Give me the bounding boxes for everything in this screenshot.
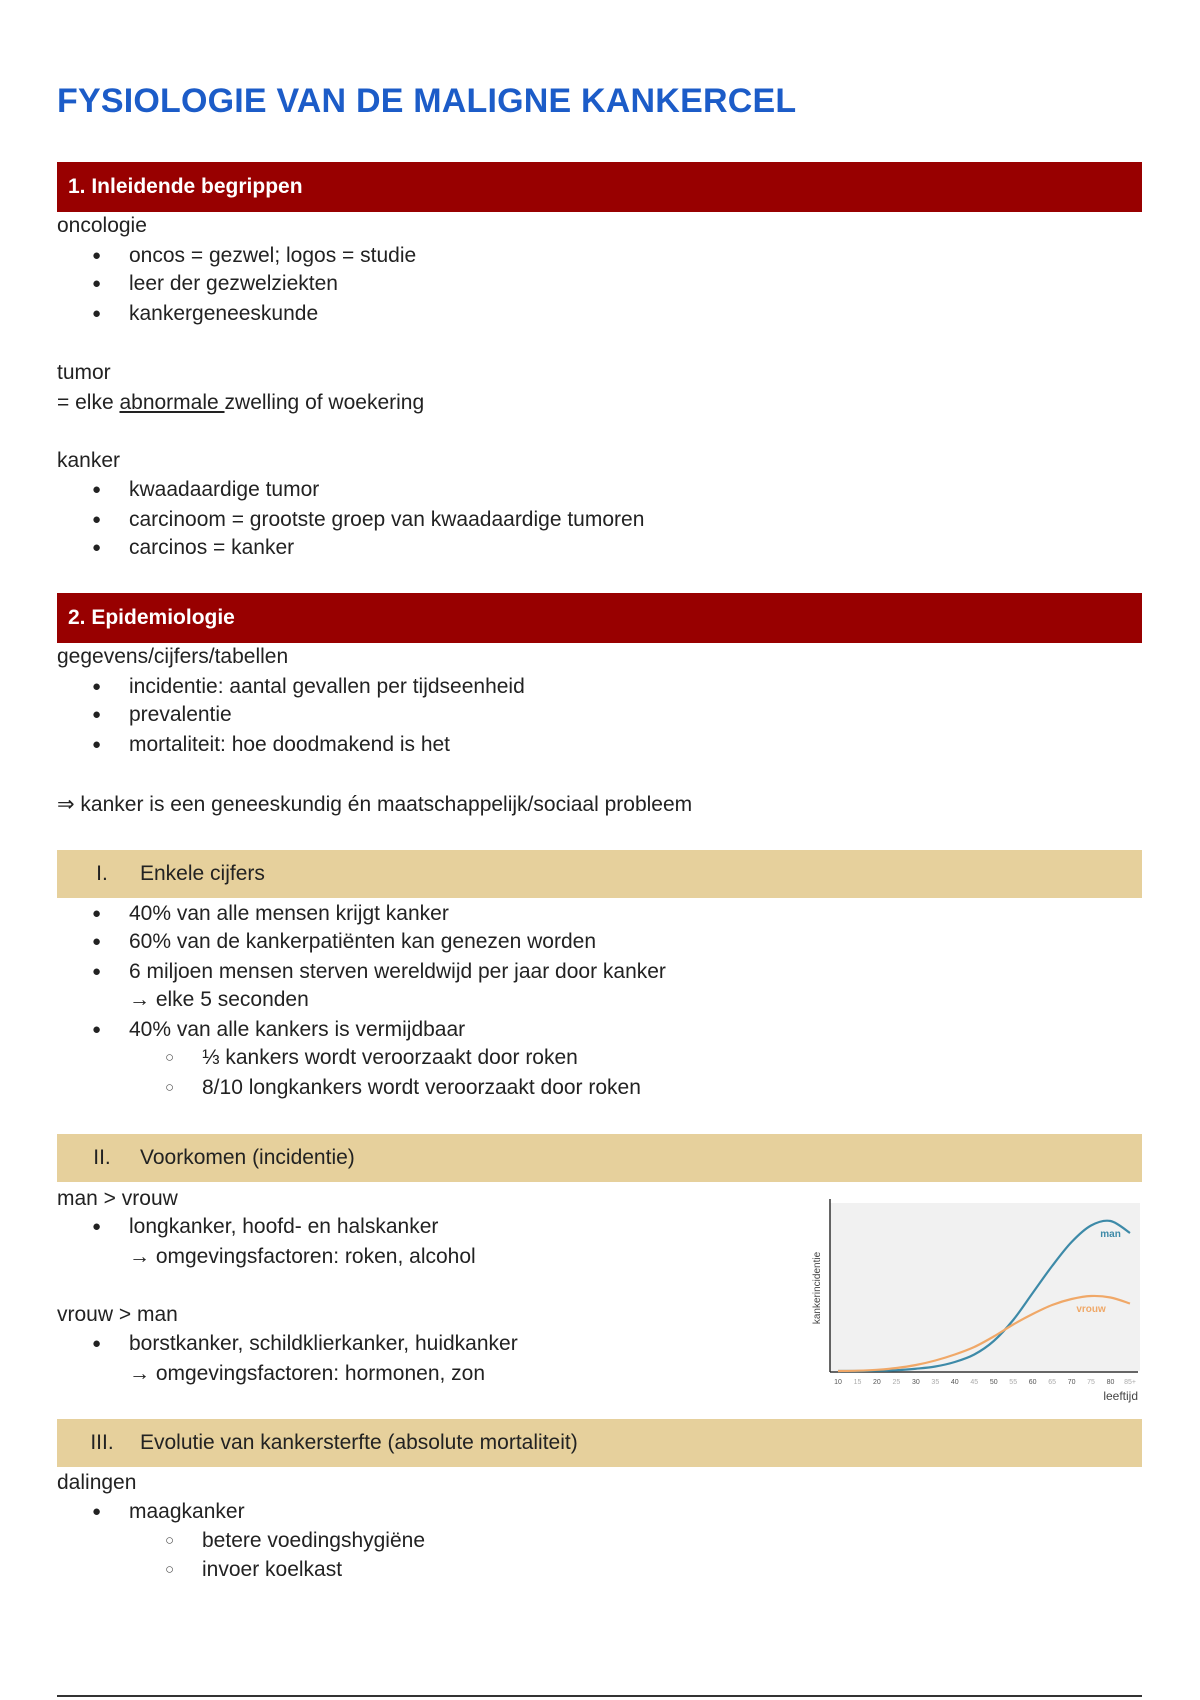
term-dalingen: dalingen — [57, 1471, 137, 1494]
tumor-definition: = elke abnormale zwelling of woekering — [57, 391, 425, 414]
x-tick-label: 50 — [989, 1379, 998, 1386]
x-tick-label: 15 — [853, 1379, 862, 1386]
y-axis-label: kankerincidentie — [812, 1251, 823, 1325]
x-tick-label: 70 — [1067, 1379, 1076, 1386]
x-tick-label: 80 — [1106, 1379, 1115, 1386]
conclusion: ⇒ kanker is een geneeskundig én maatschappelijk/sociaal probleem — [57, 793, 693, 816]
page-divider — [57, 1695, 1142, 1697]
x-tick-label: 60 — [1028, 1379, 1037, 1386]
subsection-header-evolutie: III. Evolutie van kankersterfte (absolute mortaliteit) — [57, 1419, 1142, 1467]
vrouw-gt-man: vrouw > man — [57, 1303, 178, 1326]
x-tick-label: 85+ — [1124, 1379, 1136, 1386]
x-tick-label: 10 — [834, 1379, 842, 1386]
x-tick-label: 75 — [1087, 1379, 1095, 1386]
subsection-header-enkele-cijfers: I. Enkele cijfers — [57, 850, 1142, 898]
term-tumor: tumor — [57, 361, 111, 384]
man-gt-vrouw: man > vrouw — [57, 1187, 178, 1210]
x-axis-label: leeftijd — [1103, 1389, 1138, 1403]
arrow-note: → omgevingsfactoren: hormonen, zon — [129, 1362, 486, 1385]
series-label-vrouw: vrouw — [1076, 1304, 1106, 1315]
term-gegevens: gegevens/cijfers/tabellen — [57, 645, 289, 668]
page-title: FYSIOLOGIE VAN DE MALIGNE KANKERCEL — [57, 82, 797, 120]
subsection-header-voorkomen: II. Voorkomen (incidentie) — [57, 1134, 1142, 1182]
term-kanker: kanker — [57, 449, 121, 472]
chart-plot-area — [830, 1203, 1140, 1371]
x-tick-label: 35 — [931, 1379, 940, 1386]
x-tick-label: 45 — [970, 1379, 979, 1386]
arrow-note: → elke 5 seconden — [129, 988, 309, 1011]
x-tick-label: 25 — [892, 1379, 901, 1386]
series-label-man: man — [1100, 1229, 1121, 1240]
x-tick-label: 40 — [950, 1379, 959, 1386]
x-tick-label: 20 — [873, 1379, 881, 1386]
incidence-chart — [808, 1196, 1142, 1404]
x-tick-label: 30 — [911, 1379, 920, 1386]
section-header-inleidende-begrippen: 1. Inleidende begrippen — [57, 162, 1142, 212]
arrow-note: → omgevingsfactoren: roken, alcohol — [129, 1245, 476, 1268]
document-page: FYSIOLOGIE VAN DE MALIGNE KANKERCEL 1. Inleidende begrippen oncologie oncos = gezwel; logos = studie leer der gezwelziekten kankergeneeskunde tumor = elke abnormale zwelling of woekering kanker kwaadaardige tumor carcinoom = grootste groep van kwaadaardige tumoren carcinos = kanker 2. Epidemiologie gegevens/cijfers/tabellen incidentie: aantal gevallen per tijdseenheid prevalentie mortaliteit: hoe doodmakend is het ⇒ kanker is een geneeskundig én maatschappelijk/sociaal probleem I. Enkele cijfers 40% van alle mensen krijgt kanker 60% van de kankerpatiënten kan genezen worden 6 miljoen mensen sterven wereldwijd per jaar door kanker → elke 5 seconden 40% van alle kankers is vermijdbaar ⅓ kankers wordt veroorzaakt door roken 8/10 longkankers wordt veroorzaakt door roken II. Voorkomen (incidentie) man > vrouw longkanker, hoofd- en halskanker → omgevingsfactoren: roken, alcohol vrouw > man borstkanker, schildklierkanker, huidkanker → omgevingsfactoren: hormonen, zon kankerincidentie leeftijd 10 15 20 25 30 35 40 45 50 55 60 65 70 75 80 85+ man vrouw III. Evolutie van kankersterfte (absolute mortaliteit) dalingen maagkanker betere voedingshygiëne invoer koelkast — [0, 0, 1200, 1700]
section-header-epidemiologie: 2. Epidemiologie — [57, 593, 1142, 643]
x-tick-label: 65 — [1048, 1379, 1057, 1386]
term-oncologie: oncologie — [57, 214, 147, 237]
x-tick-label: 55 — [1009, 1379, 1018, 1386]
